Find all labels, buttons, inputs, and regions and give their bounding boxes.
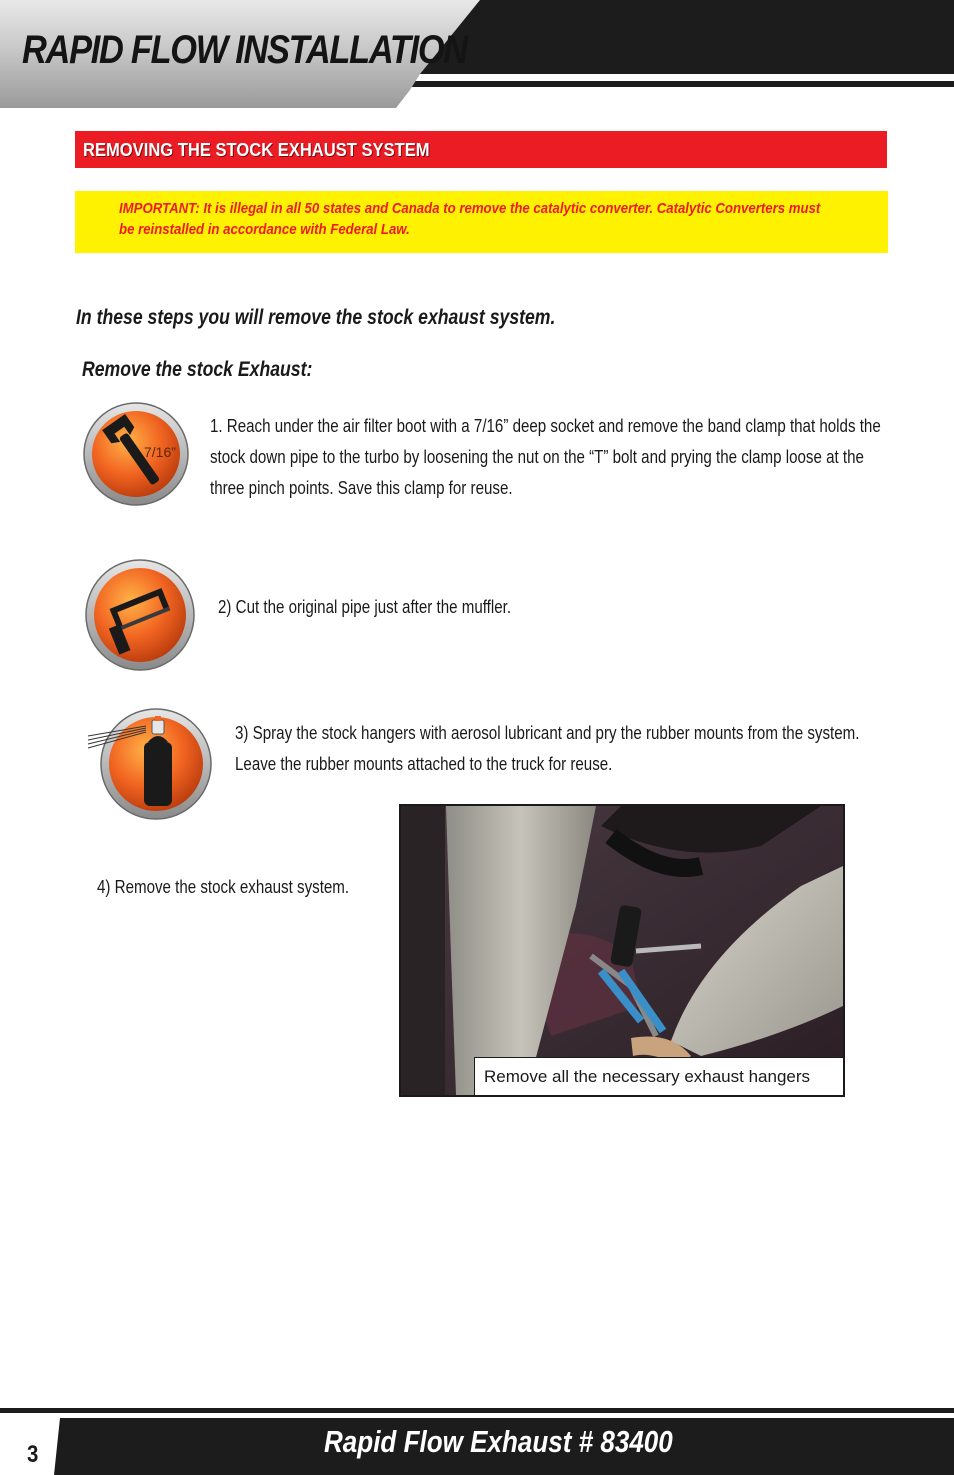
important-notice-box <box>75 191 888 253</box>
exhaust-hanger-photo <box>399 804 845 1097</box>
footer-title: Rapid Flow Exhaust # 83400 <box>324 1424 673 1459</box>
wrench-icon <box>82 401 190 507</box>
footer-rule <box>0 1408 954 1413</box>
page-number: 3 <box>27 1441 39 1468</box>
hacksaw-icon <box>84 558 196 672</box>
spray-can-icon <box>86 706 214 822</box>
step-2-text: 2) Cut the original pipe just after the muffler. <box>218 597 512 617</box>
important-notice-text: IMPORTANT: It is illegal in all 50 states and Canada to remove the catalytic converter. Catalytic Converters must be reinstalled in accordance with Federal Law. <box>119 200 821 238</box>
photo-illustration <box>401 806 843 1095</box>
section-title: REMOVING THE STOCK EXHAUST SYSTEM <box>83 140 430 160</box>
step-3-text: 3) Spray the stock hangers with aerosol lubricant and pry the rubber mounts from the system. Leave the rubber mounts attached to the truck for reuse. <box>235 723 860 774</box>
page-title: RAPID FLOW INSTALLATION <box>22 28 467 72</box>
section-header-bar <box>75 131 887 168</box>
intro-text: In these steps you will remove the stock exhaust system. <box>76 306 556 329</box>
photo-caption-box <box>474 1057 845 1097</box>
photo-caption: Remove all the necessary exhaust hangers <box>484 1067 811 1086</box>
wrench-size-label: 7/16” <box>144 444 176 460</box>
subheading: Remove the stock Exhaust: <box>82 358 313 381</box>
step-1-text: 1. Reach under the air filter boot with a 7/16” deep socket and remove the band clamp that holds the stock down pipe to the turbo by loosening the nut on the “T” bolt and prying the clamp loose at the three pinch points. Save this clamp for reuse. <box>210 416 881 498</box>
step-4-text: 4) Remove the stock exhaust system. <box>97 877 350 897</box>
